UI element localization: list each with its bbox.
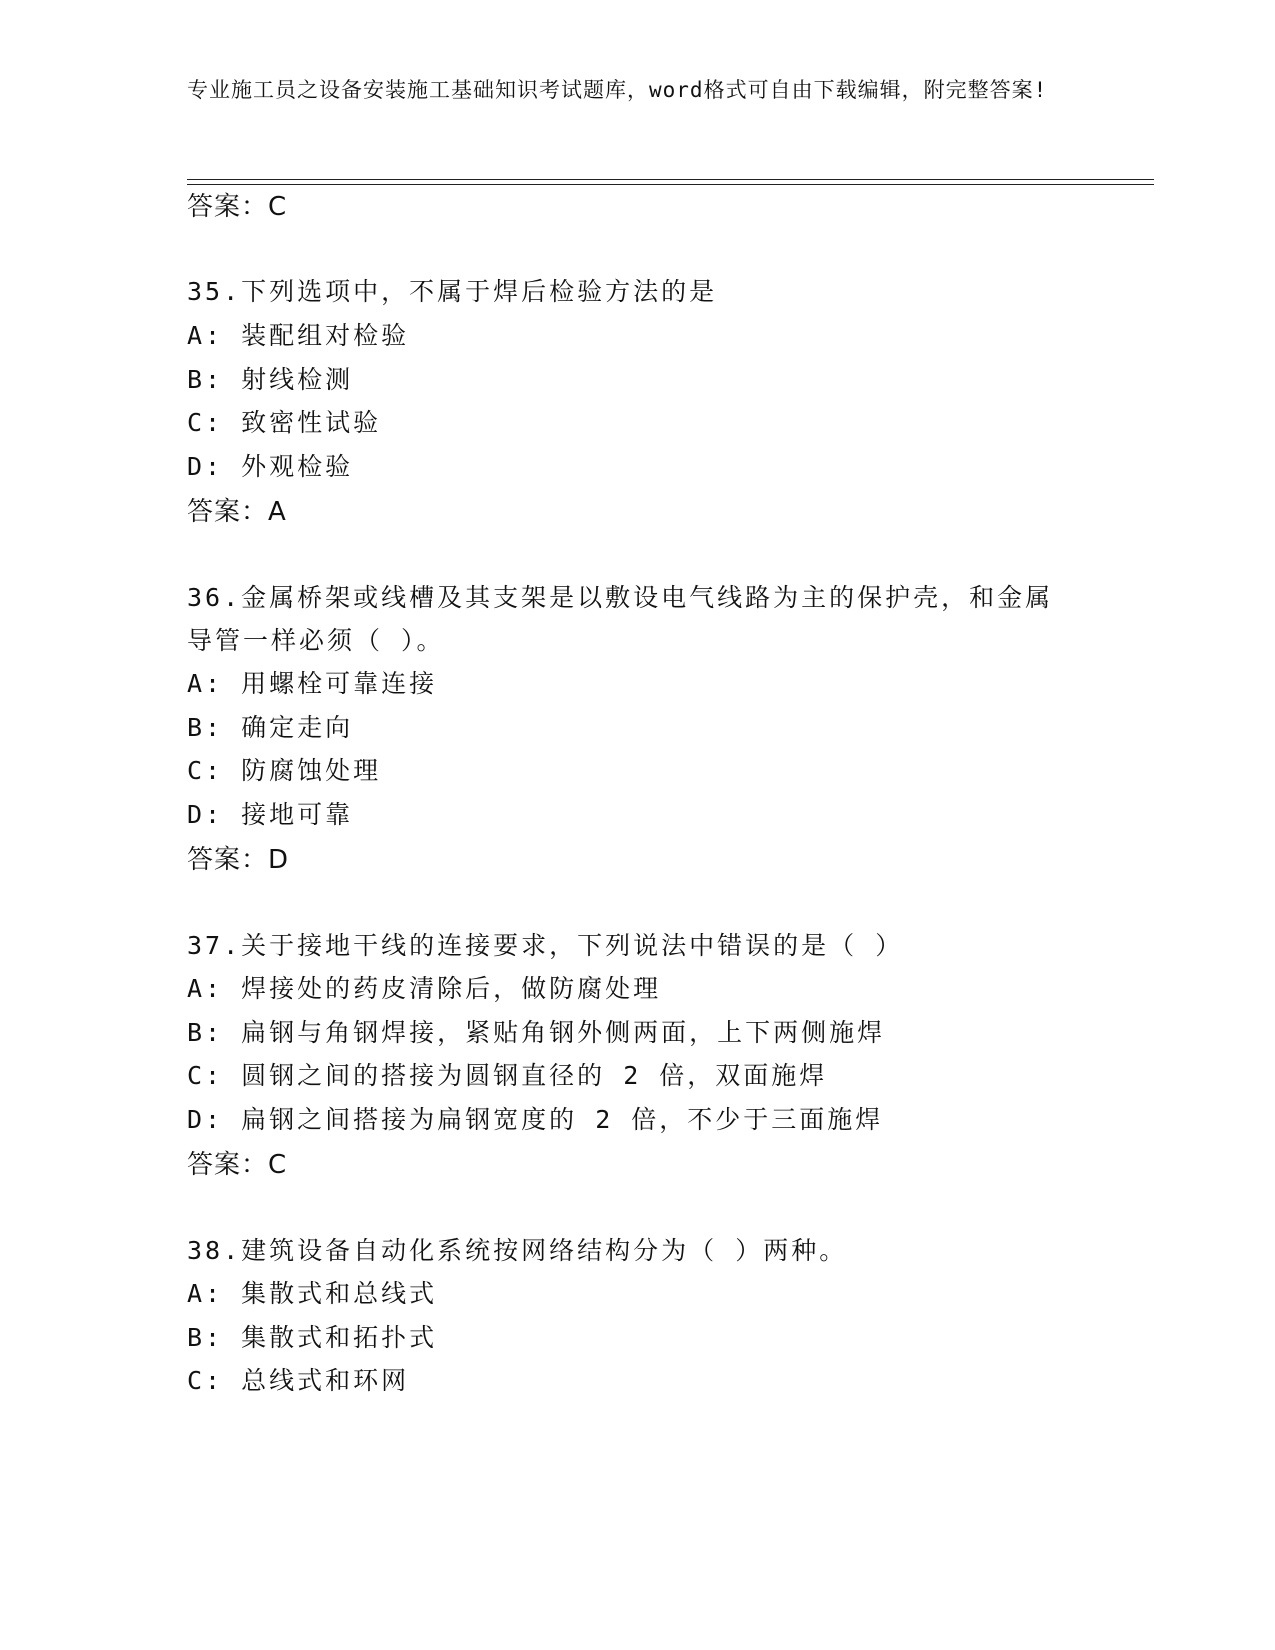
question-36-option-c: C: 防腐蚀处理	[187, 756, 382, 785]
question-37-option-d: D: 扁钢之间搭接为扁钢宽度的 2 倍，不少于三面施焊	[187, 1105, 884, 1134]
question-35: 35.下列选项中，不属于焊后检验方法的是	[187, 277, 718, 306]
question-37-option-a: A: 焊接处的药皮清除后，做防腐处理	[187, 974, 662, 1003]
question-38-option-b: B: 集散式和拓扑式	[187, 1323, 438, 1352]
question-36-option-d: D: 接地可靠	[187, 800, 354, 829]
question-36-line-1: 36.金属桥架或线槽及其支架是以敷设电气线路为主的保护壳，和金属	[187, 583, 1054, 612]
question-37-option-c: C: 圆钢之间的搭接为圆钢直径的 2 倍，双面施焊	[187, 1061, 828, 1090]
question-35-option-c: C: 致密性试验	[187, 408, 382, 437]
question-38-option-a: A: 集散式和总线式	[187, 1279, 438, 1308]
document-header: 专业施工员之设备安装施工基础知识考试题库，word格式可自由下载编辑，附完整答案!	[187, 78, 1048, 102]
header-divider-bottom	[187, 184, 1154, 185]
answer-34: 答案：C	[187, 192, 288, 222]
answer-36: 答案：D	[187, 845, 290, 875]
question-37-option-b: B: 扁钢与角钢焊接，紧贴角钢外侧两面，上下两侧施焊	[187, 1018, 886, 1047]
question-38-option-c: C: 总线式和环网	[187, 1366, 410, 1395]
question-35-option-b: B: 射线检测	[187, 365, 354, 394]
question-35-option-d: D: 外观检验	[187, 452, 354, 481]
answer-35: 答案：A	[187, 497, 287, 527]
question-37: 37.关于接地干线的连接要求，下列说法中错误的是（ ）	[187, 931, 904, 960]
header-divider-top	[187, 179, 1154, 180]
question-36-option-a: A: 用螺栓可靠连接	[187, 669, 438, 698]
question-36-option-b: B: 确定走向	[187, 713, 354, 742]
question-36-line-2: 导管一样必须（ ）。	[187, 626, 445, 655]
question-38: 38.建筑设备自动化系统按网络结构分为（ ）两种。	[187, 1236, 848, 1265]
question-35-option-a: A: 装配组对检验	[187, 321, 410, 350]
answer-37: 答案：C	[187, 1150, 288, 1180]
